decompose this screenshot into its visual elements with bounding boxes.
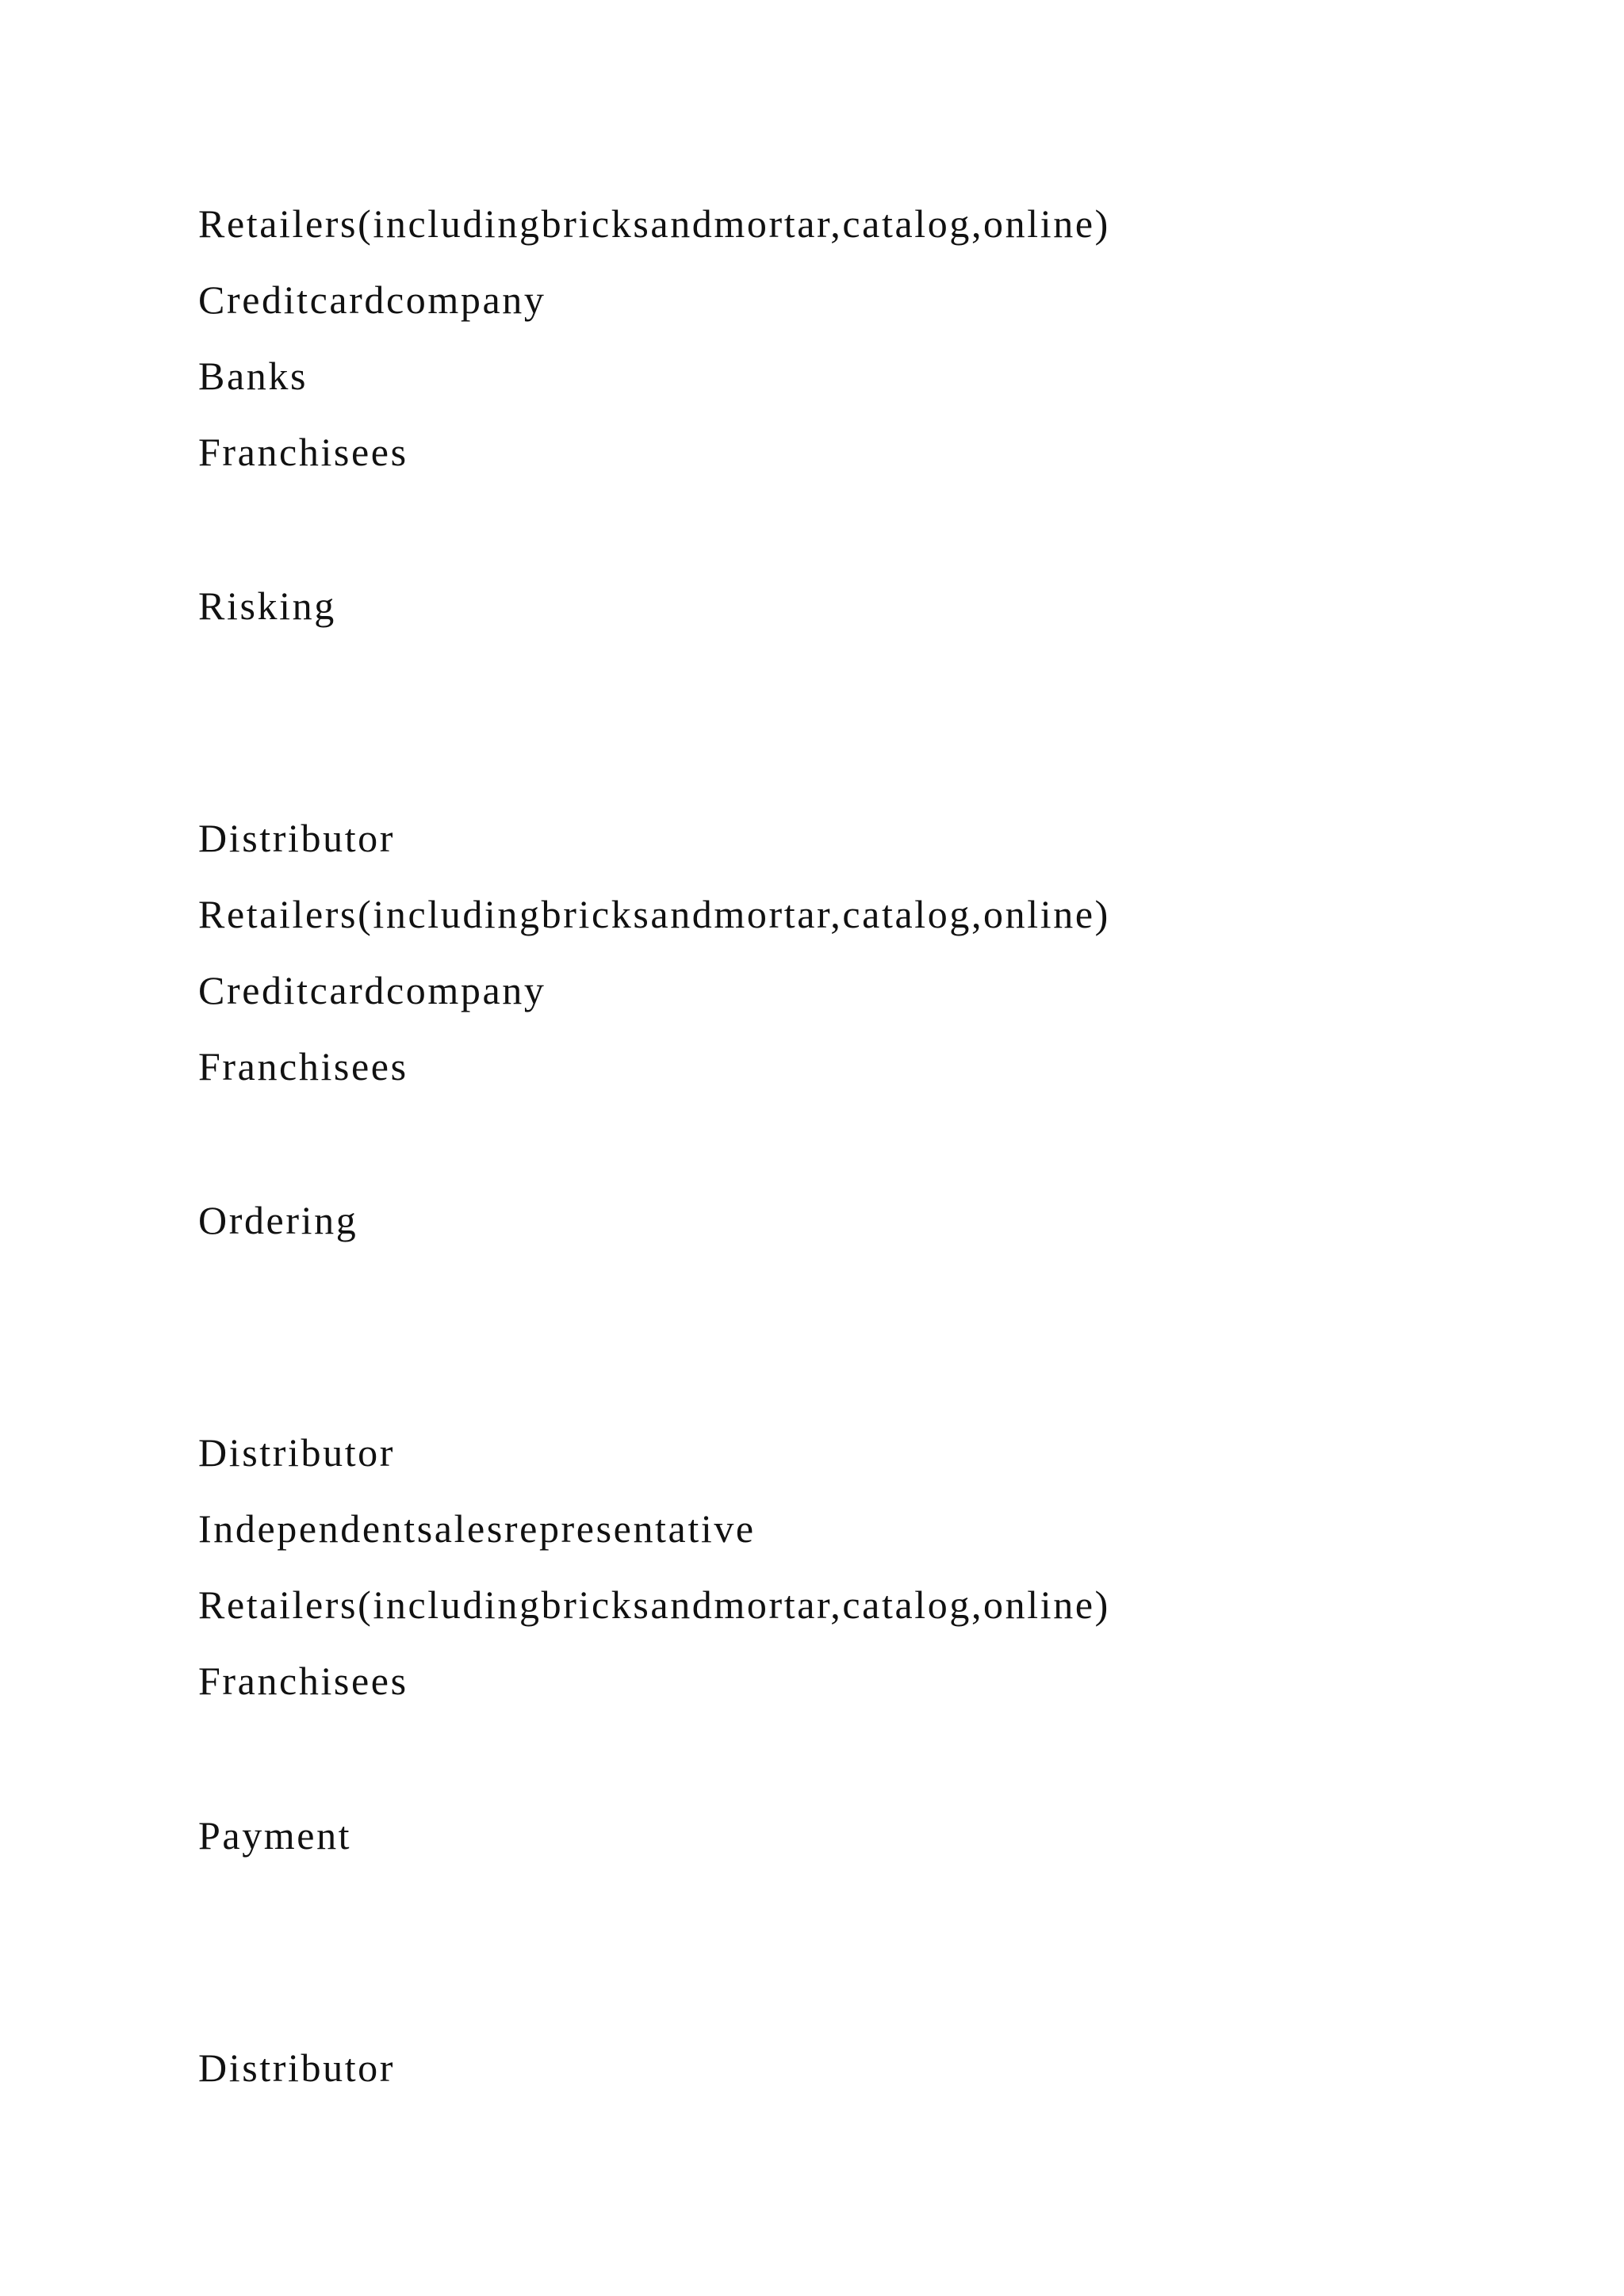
list-item: Distributor — [198, 2045, 396, 2090]
list-item: Retailers(includingbricksandmortar,catalog,online) — [198, 201, 1110, 246]
list-item: Franchisees — [198, 1659, 408, 1703]
list-item: Retailers(includingbricksandmortar,catalog,online) — [198, 892, 1110, 936]
list-item: Independentsalesrepresentative — [198, 1506, 756, 1551]
list-item: Distributor — [198, 816, 396, 860]
section-heading: Payment — [198, 1813, 352, 1858]
section-heading: Ordering — [198, 1198, 358, 1242]
list-item: Franchisees — [198, 1044, 408, 1089]
section-heading: Risking — [198, 584, 336, 628]
list-item: Banks — [198, 354, 308, 398]
list-item: Distributor — [198, 1430, 396, 1475]
list-item: Retailers(includingbricksandmortar,catalog,online) — [198, 1582, 1110, 1627]
list-item: Creditcardcompany — [198, 277, 546, 322]
list-item: Creditcardcompany — [198, 968, 546, 1012]
list-item: Franchisees — [198, 430, 408, 474]
